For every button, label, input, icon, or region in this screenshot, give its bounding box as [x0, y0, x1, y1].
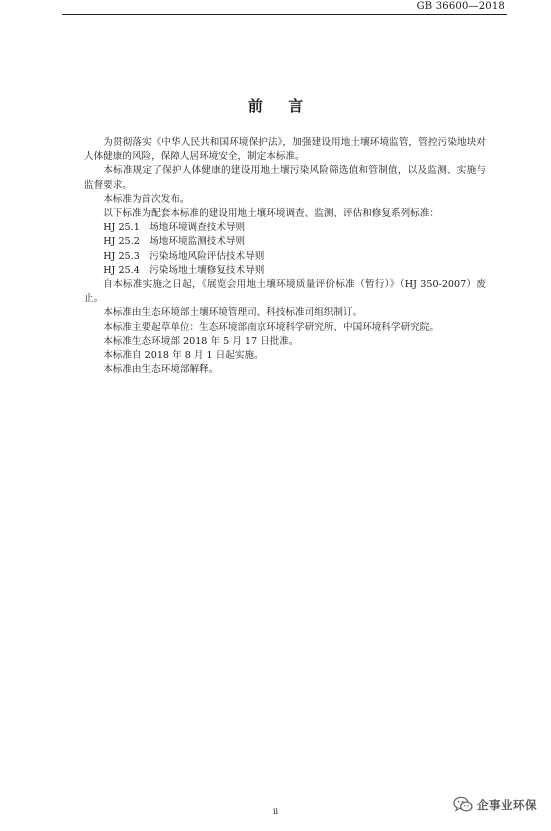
series-standards-list — [84, 221, 486, 278]
paragraph: 本标准由生态环境部土壤环境管理司、科技标准司组织制订。 — [103, 307, 363, 319]
wechat-icon — [453, 796, 473, 813]
list-item — [84, 235, 486, 249]
paragraph: 本标准为首次发布。 — [103, 193, 190, 205]
standard-name: 场地环境调查技术导则 — [149, 222, 246, 234]
standard-name: 场地环境监测技术导则 — [149, 236, 246, 248]
standard-code: HJ 25.2 — [103, 236, 140, 248]
standard-number: GB 36600—2018 — [416, 1, 505, 12]
paragraph: 本标准生态环境部 2018 年 5 月 17 日批准。 — [103, 335, 299, 347]
header-rule — [62, 14, 507, 15]
paragraph: 本标准由生态环境部解释。 — [103, 364, 219, 376]
watermark — [453, 796, 537, 813]
paragraph: 为贯彻落实《中华人民共和国环境保护法》，加强建设用地土壤环境监管，管控污染地块对人体健康的风险，保障人居环境安全，制定本标准。 — [84, 137, 486, 163]
list-item — [84, 264, 486, 278]
standard-code: HJ 25.1 — [103, 222, 140, 234]
paragraph: 本标准主要起草单位：生态环境部南京环境科学研究所、中国环境科学研究院。 — [103, 321, 439, 333]
paragraph: 自本标准实施之日起，《展览会用地土壤环境质量评价标准（暂行）》（HJ 350-2007）废止。 — [84, 279, 486, 305]
watermark-text: 企事业环保 — [477, 797, 537, 812]
paragraph: 本标准自 2018 年 8 月 1 日起实施。 — [103, 350, 264, 362]
standard-name: 污染场地风险评估技术导则 — [149, 250, 265, 262]
standard-code: HJ 25.4 — [103, 264, 140, 276]
paragraph: 以下标准为配套本标准的建设用地土壤环境调查、监测、评估和修复系列标准： — [103, 208, 439, 220]
page-title: 前 言 — [247, 97, 314, 115]
list-item — [84, 250, 486, 264]
page-number: ii — [272, 807, 279, 816]
standard-code: HJ 25.3 — [103, 250, 140, 262]
document-body — [84, 136, 486, 377]
paragraph: 本标准规定了保护人体健康的建设用地土壤污染风险筛选值和管制值，以及监测、实施与监督要求。 — [84, 165, 486, 191]
standard-name: 污染场地土壤修复技术导则 — [149, 264, 265, 276]
list-item — [84, 221, 486, 235]
